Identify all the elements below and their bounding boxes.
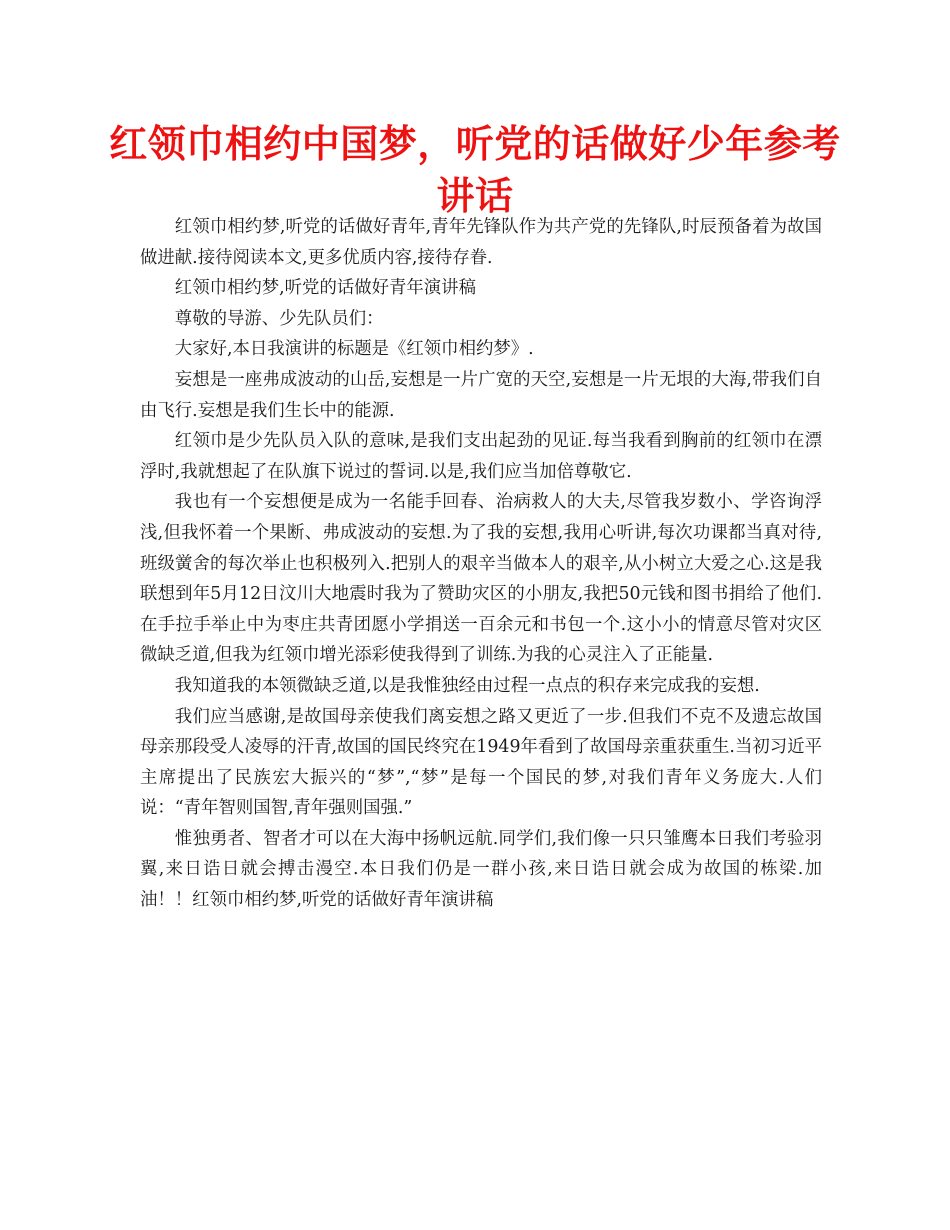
- paragraph: 我也有一个妄想便是成为一名能手回春、治病救人的大夫,尽管我岁数小、学咨询浮浅,但我怀着一个果断、弗成波动的妄想.为了我的妄想,我用心听讲,每次功课都当真对待,班级黉舍的每次举止也积极列入.把别人的艰辛当做本人的艰辛,从小树立大爱之心.这是我联想到年5月12日汶川大地震时我为了赞助灾区的小朋友,我把50元钱和图书捐给了他们.在手拉手举止中为枣庄共青团愿小学捐送一百余元和书包一个.这小小的情意尽管对灾区微缺乏道,但我为红领巾增光添彩使我得到了训练.为我的心灵注入了正能量.: [140, 492, 822, 666]
- document-title: 红领巾相约中国梦，听党的话做好少年参考讲话: [109, 122, 841, 218]
- paragraph: 我知道我的本领微缺乏道,以是我惟独经由过程一点点的积存来完成我的妄想.: [174, 675, 760, 696]
- paragraph: 红领巾相约梦,听党的话做好青年,青年先锋队作为共产党的先锋队,时辰预备着为故国做进献.接待阅读本文,更多优质内容,接待存眷.: [140, 217, 822, 268]
- paragraph: 我们应当感谢,是故国母亲使我们离妄想之路又更近了一步.但我们不克不及遗忘故国母亲那段受人凌辱的汗青,故国的国民终究在1949年看到了故国母亲重获重生.当初习近平主席提出了民族宏大振兴的“梦”,“梦”是每一个国民的梦,对我们青年义务庞大.人们说：“青年智则国智,青年强则国强.”: [140, 706, 822, 819]
- paragraph: 惟独勇者、智者才可以在大海中扬帆远航.同学们,我们像一只只雏鹰本日我们考验羽翼,来日诰日就会搏击漫空.本日我们仍是一群小孩,来日诰日就会成为故国的栋梁.加油！！红领巾相约梦,听党的话做好青年演讲稿: [140, 828, 822, 911]
- paragraph: 红领巾是少先队员入队的意味,是我们支出起劲的见证.每当我看到胸前的红领巾在漂浮时,我就想起了在队旗下说过的誓词.以是,我们应当加倍尊敬它.: [140, 431, 822, 482]
- document-body: [140, 212, 822, 916]
- paragraph: 红领巾相约梦,听党的话做好青年演讲稿: [174, 278, 476, 299]
- paragraph: 妄想是一座弗成波动的山岳,妄想是一片广宽的天空,妄想是一片无垠的大海,带我们自由飞行.妄想是我们生长中的能源.: [140, 369, 822, 421]
- paragraph: 尊敬的导游、少先队员们：: [174, 308, 384, 329]
- paragraph: 大家好,本日我演讲的标题是《红领巾相约梦》.: [174, 339, 534, 360]
